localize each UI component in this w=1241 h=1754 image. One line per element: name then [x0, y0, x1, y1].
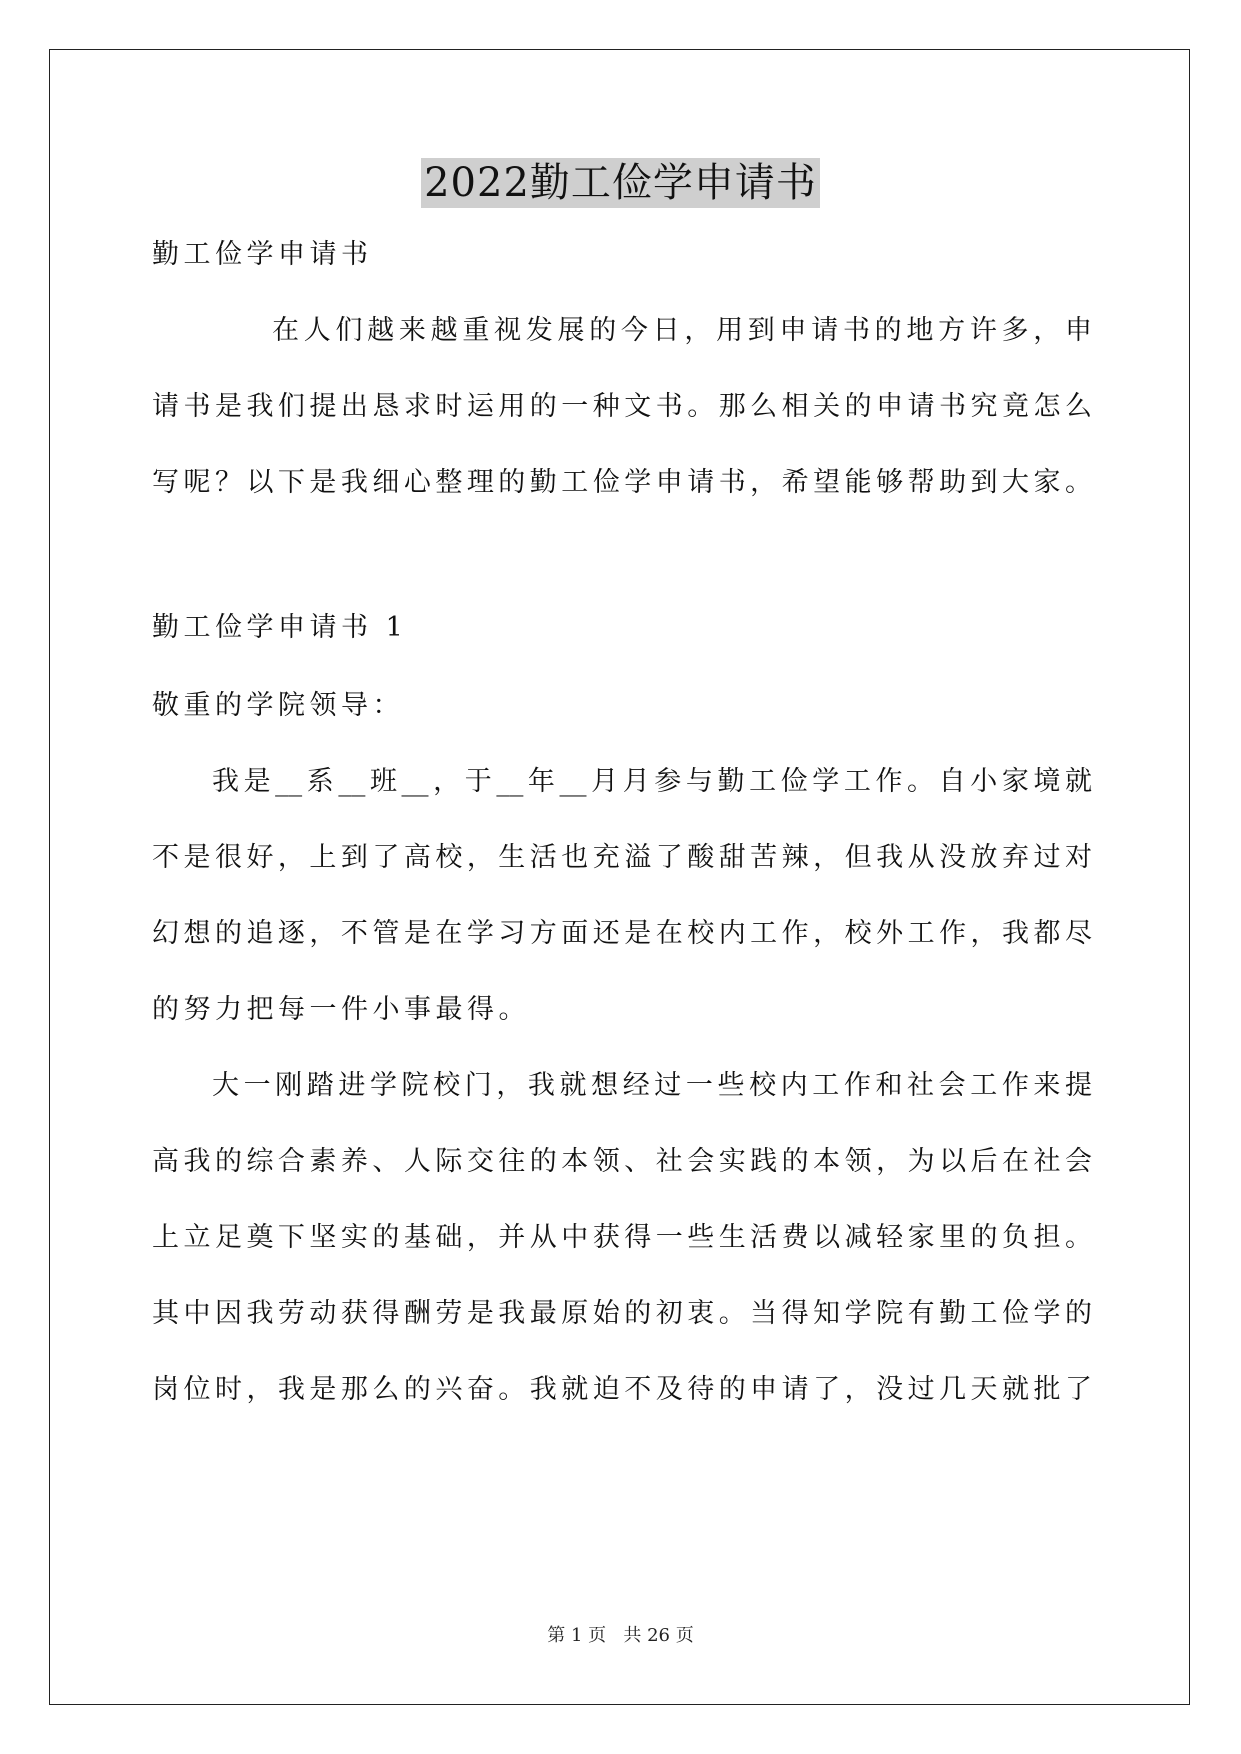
- document-title: 2022勤工俭学申请书: [0, 158, 1241, 208]
- paragraph-line: 上立足奠下坚实的基础，并从中获得一些生活费以减轻家里的负担。: [152, 1222, 1092, 1253]
- paragraph-line: 不是很好，上到了高校，生活也充溢了酸甜苦辣，但我从没放弃过对: [152, 842, 1092, 873]
- page-number-footer: 第 1 页 共 26 页: [547, 1625, 694, 1646]
- paragraph-line: 写呢？以下是我细心整理的勤工俭学申请书，希望能够帮助到大家。: [152, 467, 1092, 498]
- paragraph-line: 的努力把每一件小事最得。: [152, 994, 530, 1025]
- paragraph-line: 其中因我劳动获得酬劳是我最原始的初衷。当得知学院有勤工俭学的: [152, 1298, 1092, 1329]
- subtitle-line: 勤工俭学申请书: [152, 239, 373, 270]
- paragraph-line: 高我的综合素养、人际交往的本领、社会实践的本领，为以后在社会: [152, 1146, 1092, 1177]
- salutation: 敬重的学院领导：: [152, 690, 404, 721]
- section-heading: 勤工俭学申请书 1: [152, 612, 408, 643]
- page-border: [49, 49, 1190, 1705]
- paragraph-line: 幻想的追逐，不管是在学习方面还是在校内工作，校外工作，我都尽: [152, 918, 1092, 949]
- paragraph-line: 我是__系__班__，于__年__月月参与勤工俭学工作。自小家境就: [212, 766, 1092, 797]
- paragraph-line: 大一刚踏进学院校门，我就想经过一些校内工作和社会工作来提: [212, 1070, 1092, 1101]
- paragraph-line: 请书是我们提出恳求时运用的一种文书。那么相关的申请书究竟怎么: [152, 391, 1092, 422]
- paragraph-line: 在人们越来越重视发展的今日，用到申请书的地方许多，申: [272, 315, 1092, 346]
- paragraph-line: 岗位时，我是那么的兴奋。我就迫不及待的申请了，没过几天就批了: [152, 1374, 1092, 1405]
